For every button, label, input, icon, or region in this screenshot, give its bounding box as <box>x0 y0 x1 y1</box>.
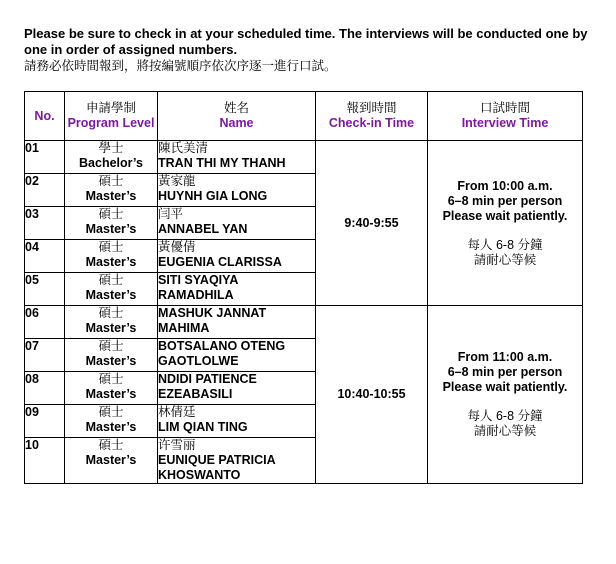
interview-duration: 6–8 min per person <box>447 193 563 208</box>
name-cell <box>158 372 316 405</box>
row-number: 01 <box>25 141 65 174</box>
notice <box>24 26 594 74</box>
name-cell <box>158 141 316 174</box>
program-level-en: Master’s <box>85 387 137 401</box>
name-cell <box>158 306 316 339</box>
row-number: 06 <box>25 306 65 339</box>
program-level-cell <box>65 240 158 273</box>
interview-duration: 6–8 min per person <box>447 365 563 379</box>
table-row <box>25 306 583 339</box>
header-program-level: 申請學制 Program Level <box>65 92 158 141</box>
program-level-cell <box>65 141 158 174</box>
name-cell <box>158 405 316 438</box>
interview-wait-note-zh: 請耐心等候 <box>473 252 537 267</box>
program-level-cell <box>65 207 158 240</box>
notice-english: Please be sure to check in at your scheduled time. The interviews will be conducted one by one in order of assigned numbers. <box>24 26 588 57</box>
name-cell <box>158 438 316 484</box>
check-in-time-cell: 9:40-9:55 <box>316 141 428 306</box>
interview-wait-note: Please wait patiently. <box>442 380 568 394</box>
row-number: 02 <box>25 174 65 207</box>
interview-time-cell <box>428 141 583 306</box>
program-level-cell <box>65 273 158 306</box>
row-number: 09 <box>25 405 65 438</box>
program-level-cell <box>65 174 158 207</box>
name-en: BOTSALANO OTENG GAOTLOLWE <box>158 339 286 368</box>
name-en: HUYNH GIA LONG <box>158 189 268 203</box>
program-level-en: Master’s <box>85 420 137 434</box>
name-en: MASHUK JANNAT MAHIMA <box>158 306 267 335</box>
interview-wait-note-zh: 請耐心等候 <box>473 424 537 438</box>
program-level-en: Master’s <box>85 453 137 467</box>
program-level-en: Master’s <box>85 255 137 269</box>
row-number: 03 <box>25 207 65 240</box>
program-level-zh: 碩士 <box>98 306 124 320</box>
program-level-zh: 碩士 <box>98 273 124 287</box>
program-level-en: Master’s <box>85 222 137 236</box>
program-level-cell <box>65 339 158 372</box>
program-level-zh: 碩士 <box>98 438 124 452</box>
name-en: EUNIQUE PATRICIA KHOSWANTO <box>158 453 276 482</box>
interview-duration-zh: 每人 6-8 分鐘 <box>467 237 543 252</box>
name-zh: 陳氏美清 <box>158 141 209 155</box>
program-level-zh: 碩士 <box>98 240 124 254</box>
interview-start: From 11:00 a.m. <box>457 350 553 364</box>
header-no: No. <box>25 92 65 141</box>
program-level-cell <box>65 372 158 405</box>
name-zh: 许雪丽 <box>158 438 196 452</box>
header-name: 姓名 Name <box>158 92 316 141</box>
name-zh: 黃優倩 <box>158 240 196 254</box>
interview-wait-note: Please wait patiently. <box>442 208 568 223</box>
table-row <box>25 141 583 174</box>
program-level-en: Master’s <box>85 321 137 335</box>
program-level-cell <box>65 306 158 339</box>
program-level-zh: 碩士 <box>98 339 124 353</box>
program-level-zh: 學士 <box>98 141 124 155</box>
name-cell <box>158 174 316 207</box>
name-cell <box>158 273 316 306</box>
program-level-en: Master’s <box>85 189 137 203</box>
name-en: NDIDI PATIENCE EZEABASILI <box>158 372 257 401</box>
name-en: SITI SYAQIYA RAMADHILA <box>158 273 238 302</box>
name-cell <box>158 339 316 372</box>
row-number: 08 <box>25 372 65 405</box>
check-in-time-cell: 10:40-10:55 <box>316 306 428 484</box>
interview-duration-zh: 每人 6-8 分鐘 <box>467 409 543 423</box>
interview-start: From 10:00 a.m. <box>457 178 553 193</box>
notice-chinese: 請務必依時間報到，將按編號順序依次序逐一進行口試。 <box>24 59 337 73</box>
name-zh: 林倩廷 <box>158 405 196 419</box>
name-cell <box>158 207 316 240</box>
program-level-en: Master’s <box>85 288 137 302</box>
name-zh: 黃家龍 <box>158 174 196 188</box>
name-en: LIM QIAN TING <box>158 420 248 434</box>
program-level-cell <box>65 405 158 438</box>
name-en: ANNABEL YAN <box>158 222 248 236</box>
name-zh: 闫平 <box>158 207 184 221</box>
interview-schedule-table <box>24 91 583 484</box>
header-check-in-time: 報到時間 Check-in Time <box>316 92 428 141</box>
program-level-cell <box>65 438 158 484</box>
row-number: 04 <box>25 240 65 273</box>
program-level-en: Bachelor’s <box>79 156 143 170</box>
header-interview-time: 口試時間 Interview Time <box>428 92 583 141</box>
name-en: TRAN THI MY THANH <box>158 156 286 170</box>
program-level-zh: 碩士 <box>98 372 124 386</box>
program-level-zh: 碩士 <box>98 405 124 419</box>
name-cell <box>158 240 316 273</box>
row-number: 05 <box>25 273 65 306</box>
row-number: 07 <box>25 339 65 372</box>
name-en: EUGENIA CLARISSA <box>158 255 282 269</box>
program-level-en: Master’s <box>85 354 137 368</box>
program-level-zh: 碩士 <box>98 207 124 221</box>
header-row <box>25 92 583 141</box>
program-level-zh: 碩士 <box>98 174 124 188</box>
row-number: 10 <box>25 438 65 484</box>
interview-time-cell <box>428 306 583 484</box>
